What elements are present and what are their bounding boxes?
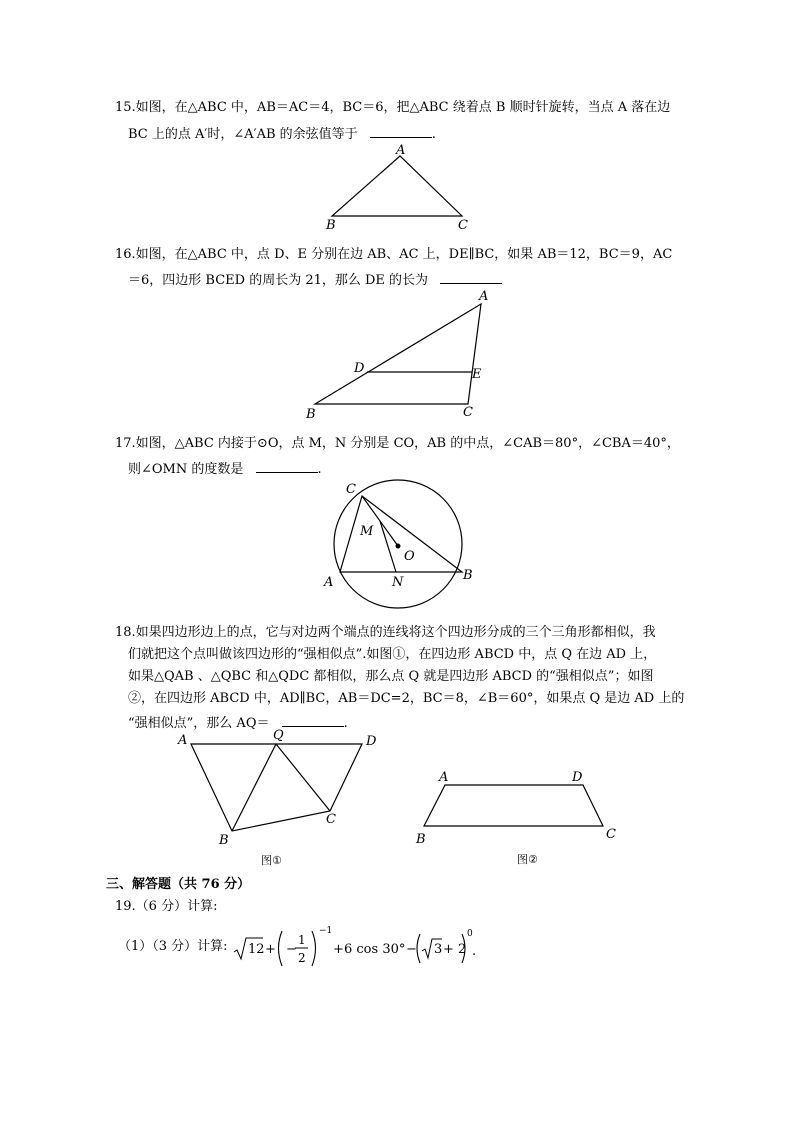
q18-fig1-label-q: Q [273, 728, 284, 743]
q16-answer-blank[interactable] [440, 270, 502, 284]
q19-sqrt12-radicand: 12 [248, 942, 265, 957]
q19-expr-end: . [472, 944, 477, 959]
q17-end: . [317, 462, 322, 477]
q18-fig2-label-a: A [439, 770, 449, 785]
q17-line2-text: 则∠OMN 的度数是 [128, 462, 244, 477]
q16-triangle-figure [300, 286, 510, 421]
q16-label-e: E [472, 367, 482, 382]
q19-exponent-neg1: −1 [319, 926, 333, 936]
q19-plus-2: + [333, 942, 344, 957]
q19-head: 19.（6 分）计算: [115, 899, 218, 914]
q15-label-a: A [396, 143, 406, 158]
right-paren-icon [312, 931, 316, 966]
q18-fig2-trapezoid [424, 785, 603, 826]
q18-line4: ②，在四边形 ABCD 中，AD∥BC，AB＝DC=2，BC＝8，∠B＝60°，如果点 Q 是边 AD 上的 [128, 691, 685, 706]
q17-circle-figure [320, 476, 490, 616]
q18-fig2-label-b: B [416, 832, 426, 847]
q15-line2-text: BC 上的点 A′时，∠A′AB 的余弦值等于 [128, 127, 358, 142]
q18-fig1-label-a: A [178, 733, 188, 748]
q16-label-c: C [463, 405, 473, 420]
left-paren-2-icon [417, 934, 420, 963]
q15-answer-blank[interactable] [370, 124, 432, 138]
q16-label-b: B [306, 407, 316, 422]
q15-line2 [128, 124, 436, 143]
q16-triangle [315, 304, 481, 404]
q18-line1: 18.如果四边形边上的点，它与对边两个端点的连线将这个四边形分成的三个三角形都相似，我 [115, 625, 656, 640]
q19-sqrt3-radicand: 3 [434, 942, 443, 957]
q17-line2 [128, 459, 322, 478]
q19-term-6cos30: 6 cos 30° [344, 942, 406, 957]
q16-label-a: A [479, 289, 489, 304]
q18-fig1-label-d: D [366, 734, 377, 749]
q19-plus-1: + [265, 942, 276, 957]
q19-fraction-den: 2 [298, 951, 306, 965]
q18-fig1-caption: 图① [261, 854, 282, 867]
q18-end: . [343, 716, 348, 731]
q17-label-m: M [360, 524, 374, 539]
q18-fig1-label-c: C [326, 812, 336, 827]
q19-part1-prefix: （1）（3 分）计算: [118, 939, 228, 954]
q18-fig1-segment-qc [276, 744, 330, 811]
q17-label-c: C [346, 482, 356, 497]
q16-line1: 16.如图，在△ABC 中，点 D、E 分别在边 AB、AC 上，DE∥BC，如果 AB＝12，BC＝9，AC [115, 247, 673, 262]
q15-label-c: C [458, 218, 468, 233]
q15-line1: 15.如图，在△ABC 中，AB＝AC＝4，BC＝6，把△ABC 绕着点 B 顺时针旋转，当点 A 落在边 [115, 100, 671, 115]
q17-label-b: B [463, 568, 473, 583]
q18-fig2-label-d: D [572, 770, 583, 785]
q19-minus-sign: − [286, 942, 297, 957]
q17-segment-mn [380, 521, 396, 572]
q17-label-n: N [392, 575, 404, 590]
q17-line1: 17.如图，△ABC 内接于⊙O，点 M，N 分别是 CO，AB 的中点，∠CAB＝80°，∠CBA＝40°， [115, 436, 680, 451]
q18-line5-text: “强相似点”，那么 AQ＝ [128, 716, 270, 731]
q15-triangle-figure [320, 142, 480, 232]
q19-plus-two: + 2 [443, 942, 467, 957]
q15-triangle [332, 156, 462, 216]
q17-center-point [396, 544, 401, 549]
q17-answer-blank[interactable] [256, 459, 318, 473]
q16-label-d: D [354, 361, 365, 376]
q19-expression [232, 922, 482, 972]
q18-fig2-label-c: C [606, 827, 616, 842]
q18-answer-blank[interactable] [282, 713, 344, 727]
q17-triangle [340, 496, 462, 572]
q19-minus-2: − [406, 942, 417, 957]
section3-title: 三、解答题（共 76 分） [106, 877, 251, 892]
q15-end: . [431, 127, 436, 142]
q15-label-b: B [326, 218, 336, 233]
q18-figure-2 [410, 770, 620, 870]
q17-label-a: A [324, 575, 334, 590]
q18-line3: 如果△QAB 、△QBC 和△QDC 都相似，那么点 Q 就是四边形 ABCD 的“强相似点”；如图 [128, 669, 654, 684]
q18-figure-1 [172, 726, 392, 866]
left-paren-icon [279, 931, 283, 966]
q17-label-o: O [404, 549, 415, 564]
q18-fig1-label-b: B [219, 833, 229, 848]
q18-fig2-caption: 图② [517, 853, 538, 866]
q18-fig1-segment-qb [232, 744, 276, 831]
q18-fig1-quadrilateral [191, 744, 362, 831]
q18-line2: 们就把这个点叫做该四边形的“强相似点”.如图①，在四边形 ABCD 中，点 Q 在边 AD 上， [128, 647, 657, 662]
q19-fraction-num: 1 [298, 933, 306, 947]
q19-exponent-0: 0 [467, 929, 473, 939]
q16-line2-text: ＝6，四边形 BCED 的周长为 21，那么 DE 的长为 [128, 273, 429, 288]
